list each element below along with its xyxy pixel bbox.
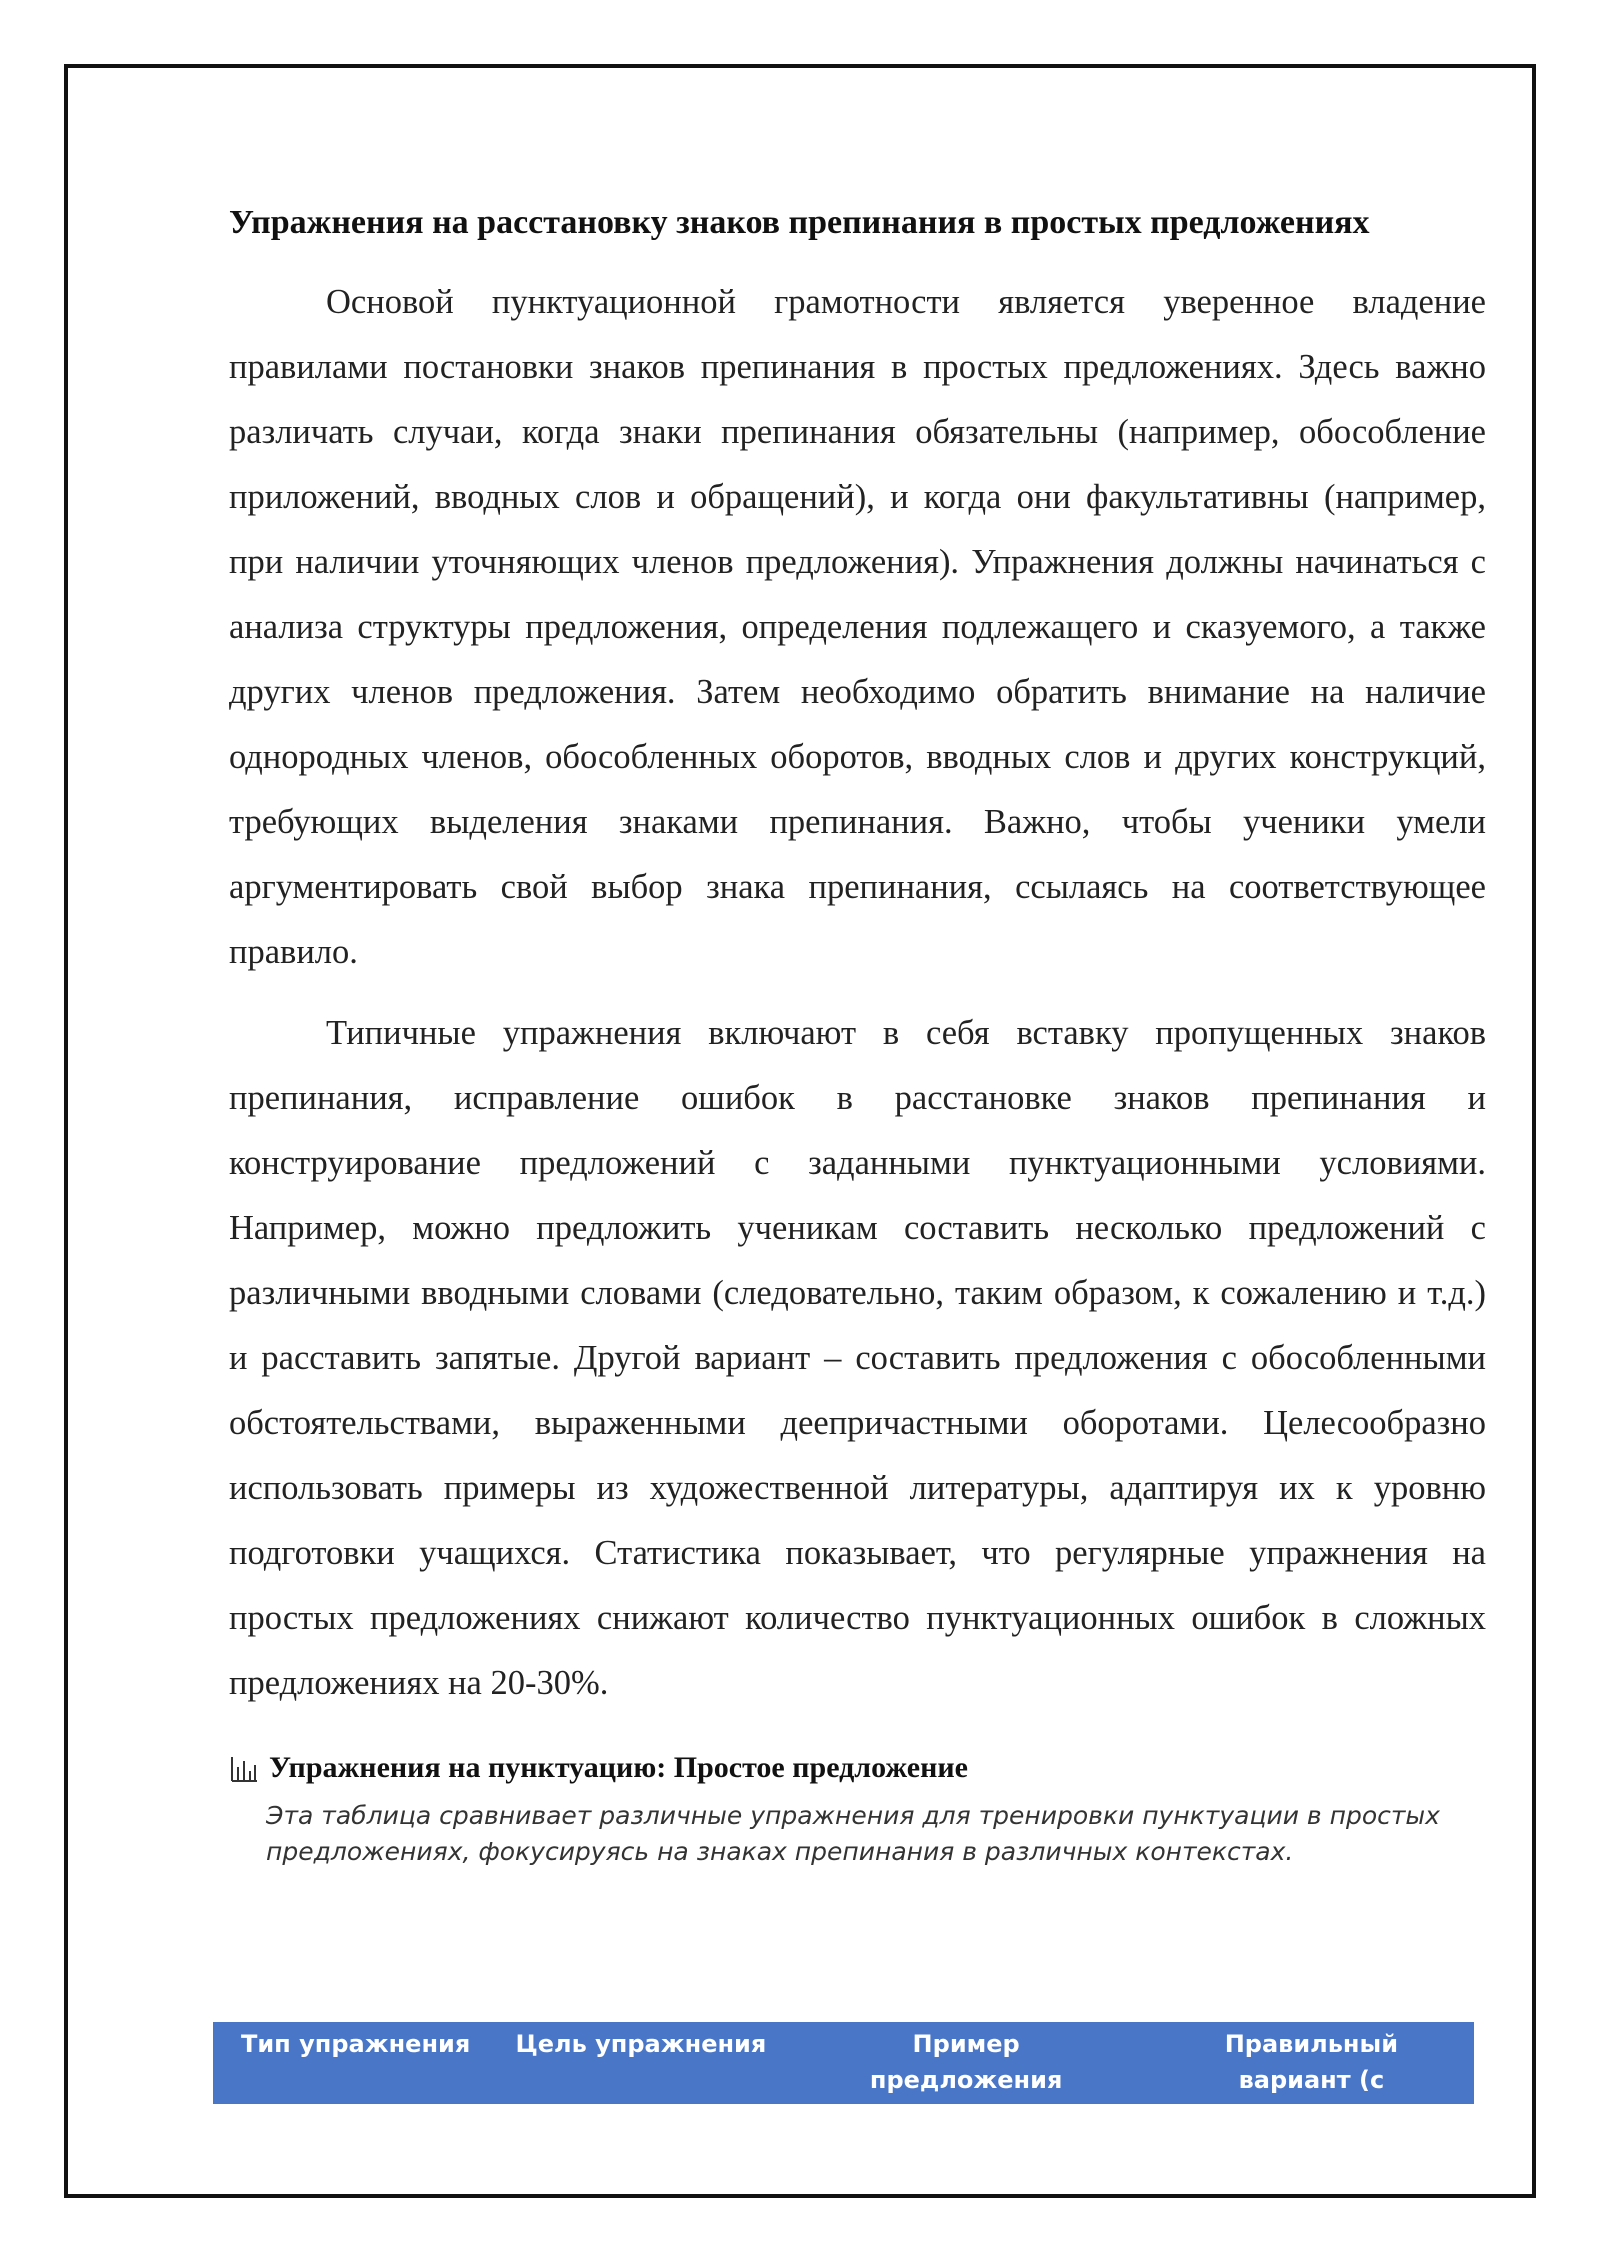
table-caption-text: Упражнения на пунктуацию: Простое предложение <box>269 1751 968 1784</box>
section-title: Упражнения на расстановку знаков препинания в простых предложениях <box>229 204 1370 241</box>
table-caption <box>229 1748 1486 1870</box>
table-description: Эта таблица сравнивает различные упражнения для тренировки пунктуации в простых предложениях, фокусируясь на знаках препинания в различных контекстах. <box>266 1801 1440 1866</box>
column-header-type: Тип упражнения <box>240 2030 471 2058</box>
column-header-goal: Цель упражнения <box>515 2030 767 2058</box>
document-body <box>229 198 1486 1870</box>
table-caption-title <box>229 1748 1486 1788</box>
paragraph-1: Основой пунктуационной грамотности является уверенное владение правилами постановки знаков препинания в простых предложениях. Здесь важно различать случаи, когда знаки препинания обязательны (например, обособление приложений, вводных слов и обращений), и когда они факультативны (например, при наличии уточняющих членов предложения). Упражнения должны начинаться с анализа структуры предложения, определения подлежащего и сказуемого, а также других членов предложения. Затем необходимо обратить внимание на наличие однородных членов, обособленных оборотов, вводных слов и других конструкций, требующих выделения знаками препинания. Важно, чтобы ученики умели аргументировать свой выбор знака препинания, ссылаясь на соответствующее правило. <box>229 283 1486 971</box>
bar-chart-icon <box>229 1754 259 1782</box>
column-header-correct: Правильный вариант (с пунктуацией) <box>1216 2030 1407 2130</box>
column-header-example: Пример предложения <box>869 2030 1063 2094</box>
table-header-row <box>213 2022 1474 2130</box>
paragraph-2: Типичные упражнения включают в себя вставку пропущенных знаков препинания, исправление ошибок в расстановке знаков препинания и конструирование предложений с заданными пунктуационными условиями. Например, можно предложить ученикам составить несколько предложений с различными вводными словами (следовательно, таким образом, к сожалению и т.д.) и расставить запятые. Другой вариант – составить предложения с обособленными обстоятельствами, выраженными деепричастными оборотами. Целесообразно использовать примеры из художественной литературы, адаптируя их к уровню подготовки учащихся. Статистика показывает, что регулярные упражнения на простых предложениях снижают количество пунктуационных ошибок в сложных предложениях на 20-30%. <box>229 1014 1486 1702</box>
